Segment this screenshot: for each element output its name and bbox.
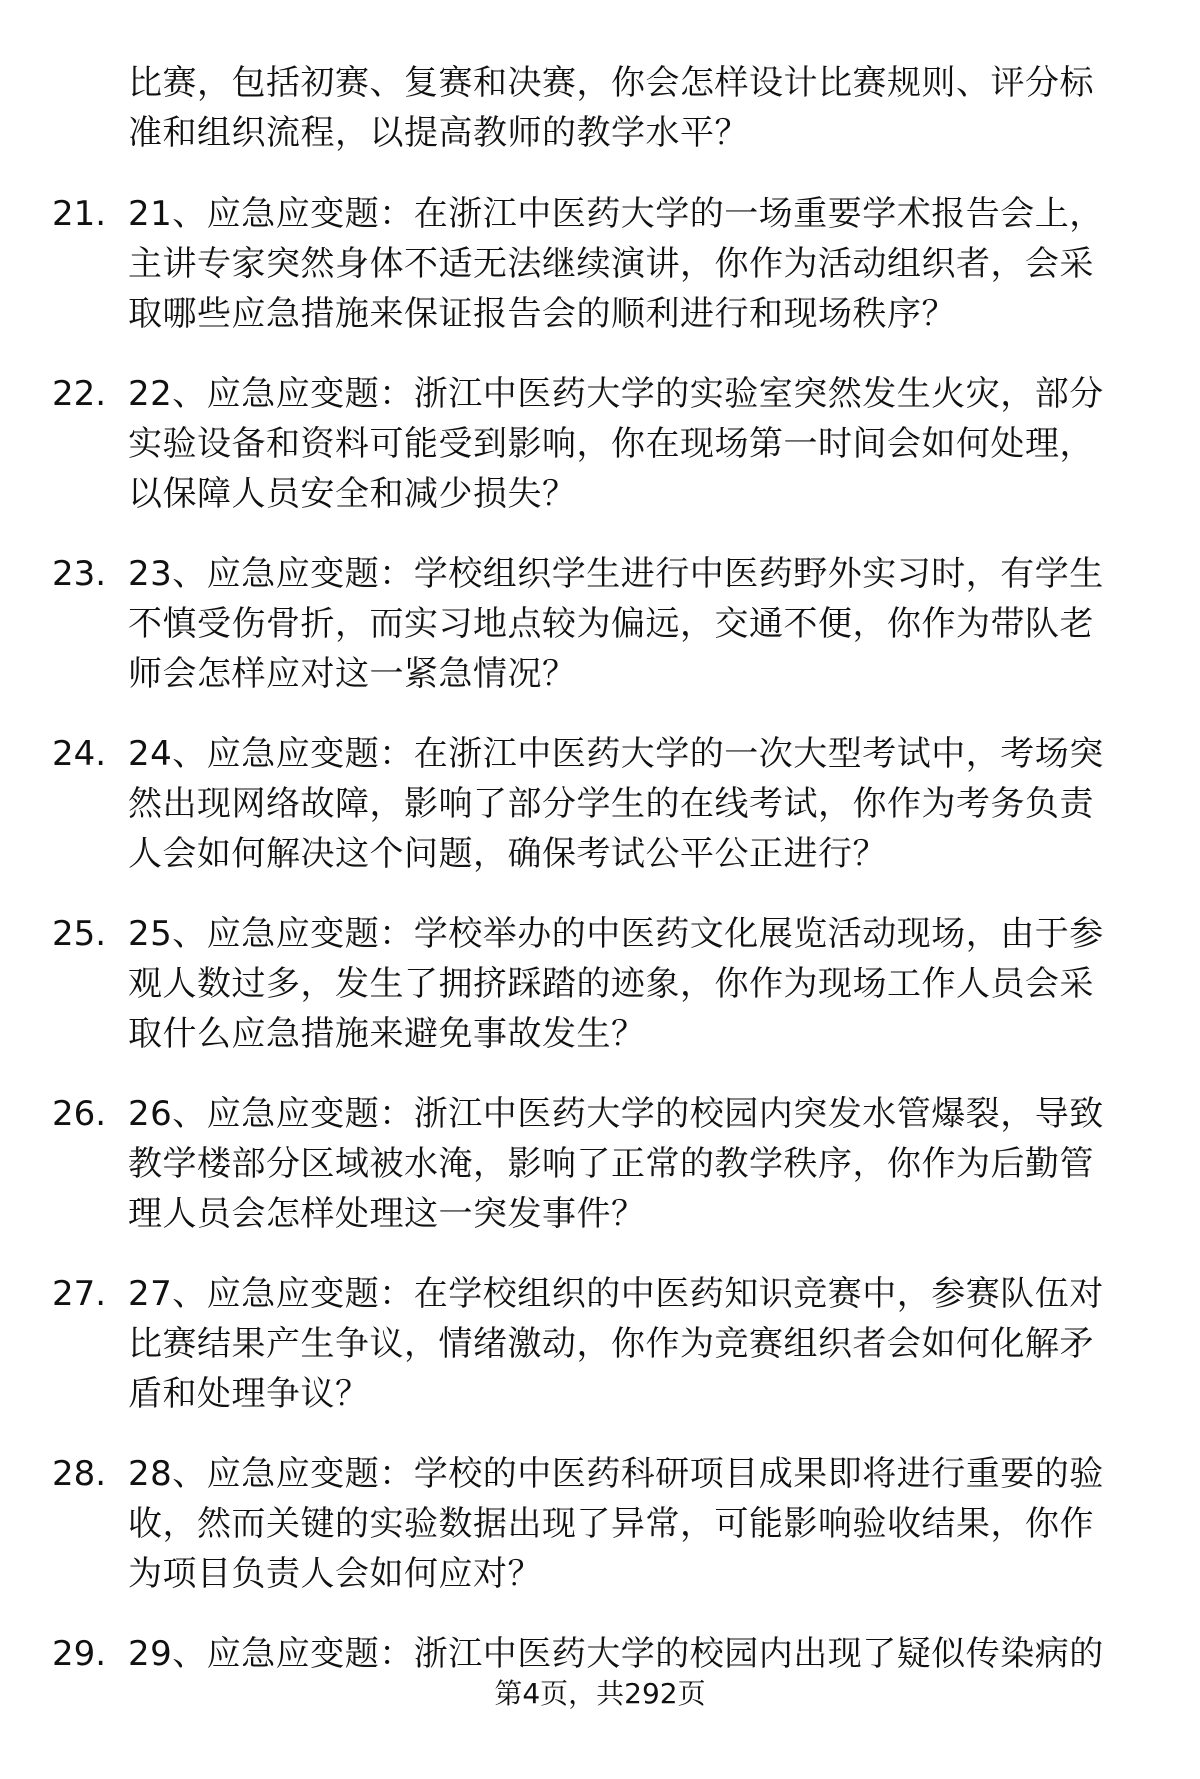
question-text-line: 人会如何解决这个问题，确保考试公平公正进行？ [128, 834, 887, 874]
question-text-line: 盾和处理争议？ [128, 1374, 370, 1414]
question-number: 22. [52, 374, 107, 414]
question-text-line: 实验设备和资料可能受到影响，你在现场第一时间会如何处理， [128, 424, 1094, 464]
question-item [0, 369, 1200, 519]
question-item [0, 189, 1200, 339]
question-text-line: 以保障人员安全和减少损失？ [128, 474, 577, 514]
question-item [0, 1449, 1200, 1599]
question-number: 27. [52, 1274, 107, 1314]
question-number: 24. [52, 734, 107, 774]
question-item [0, 1089, 1200, 1239]
question-text-line: 27、应急应变题：在学校组织的中医药知识竞赛中，参赛队伍对 [128, 1274, 1104, 1314]
question-text-line: 24、应急应变题：在浙江中医药大学的一次大型考试中，考场突 [128, 734, 1104, 774]
question-item [0, 909, 1200, 1059]
question-text-line: 观人数过多，发生了拥挤踩踏的迹象，你作为现场工作人员会采 [128, 964, 1094, 1004]
question-text-line: 取什么应急措施来避免事故发生？ [128, 1014, 646, 1054]
question-text-line: 不慎受伤骨折，而实习地点较为偏远，交通不便，你作为带队老 [128, 604, 1094, 644]
question-text-line: 26、应急应变题：浙江中医药大学的校园内突发水管爆裂，导致 [128, 1094, 1104, 1134]
question-number: 29. [52, 1634, 107, 1674]
question-number: 25. [52, 914, 107, 954]
text-line: 比赛，包括初赛、复赛和决赛，你会怎样设计比赛规则、评分标 [128, 63, 1094, 103]
question-text-line: 理人员会怎样处理这一突发事件？ [128, 1194, 646, 1234]
question-text-line: 收，然而关键的实验数据出现了异常，可能影响验收结果，你作 [128, 1504, 1094, 1544]
question-text-line: 取哪些应急措施来保证报告会的顺利进行和现场秩序？ [128, 294, 956, 334]
question-number: 23. [52, 554, 107, 594]
question-text-line: 28、应急应变题：学校的中医药科研项目成果即将进行重要的验 [128, 1454, 1104, 1494]
question-text-line: 22、应急应变题：浙江中医药大学的实验室突然发生火灾，部分 [128, 374, 1104, 414]
text-line: 准和组织流程，以提高教师的教学水平？ [128, 113, 749, 153]
question-text-line: 然出现网络故障，影响了部分学生的在线考试，你作为考务负责 [128, 784, 1094, 824]
question-item [0, 1269, 1200, 1419]
question-text-line: 比赛结果产生争议，情绪激动，你作为竞赛组织者会如何化解矛 [128, 1324, 1094, 1364]
question-item [0, 729, 1200, 879]
question-text-line: 教学楼部分区域被水淹，影响了正常的教学秩序，你作为后勤管 [128, 1144, 1094, 1184]
question-number: 21. [52, 194, 107, 234]
question-text-line: 23、应急应变题：学校组织学生进行中医药野外实习时，有学生 [128, 554, 1104, 594]
question-number: 28. [52, 1454, 107, 1494]
question-text-line: 21、应急应变题：在浙江中医药大学的一场重要学术报告会上， [128, 194, 1104, 234]
question-text-line: 主讲专家突然身体不适无法继续演讲，你作为活动组织者，会采 [128, 244, 1094, 284]
question-item [0, 549, 1200, 699]
question-text-line: 为项目负责人会如何应对？ [128, 1554, 542, 1594]
question-text-line: 25、应急应变题：学校举办的中医药文化展览活动现场，由于参 [128, 914, 1104, 954]
question-text-line: 师会怎样应对这一紧急情况？ [128, 654, 577, 694]
page-footer: 第4页，共292页 [494, 1677, 706, 1710]
question-number: 26. [52, 1094, 107, 1134]
question-text-line: 29、应急应变题：浙江中医药大学的校园内出现了疑似传染病的 [128, 1634, 1104, 1674]
